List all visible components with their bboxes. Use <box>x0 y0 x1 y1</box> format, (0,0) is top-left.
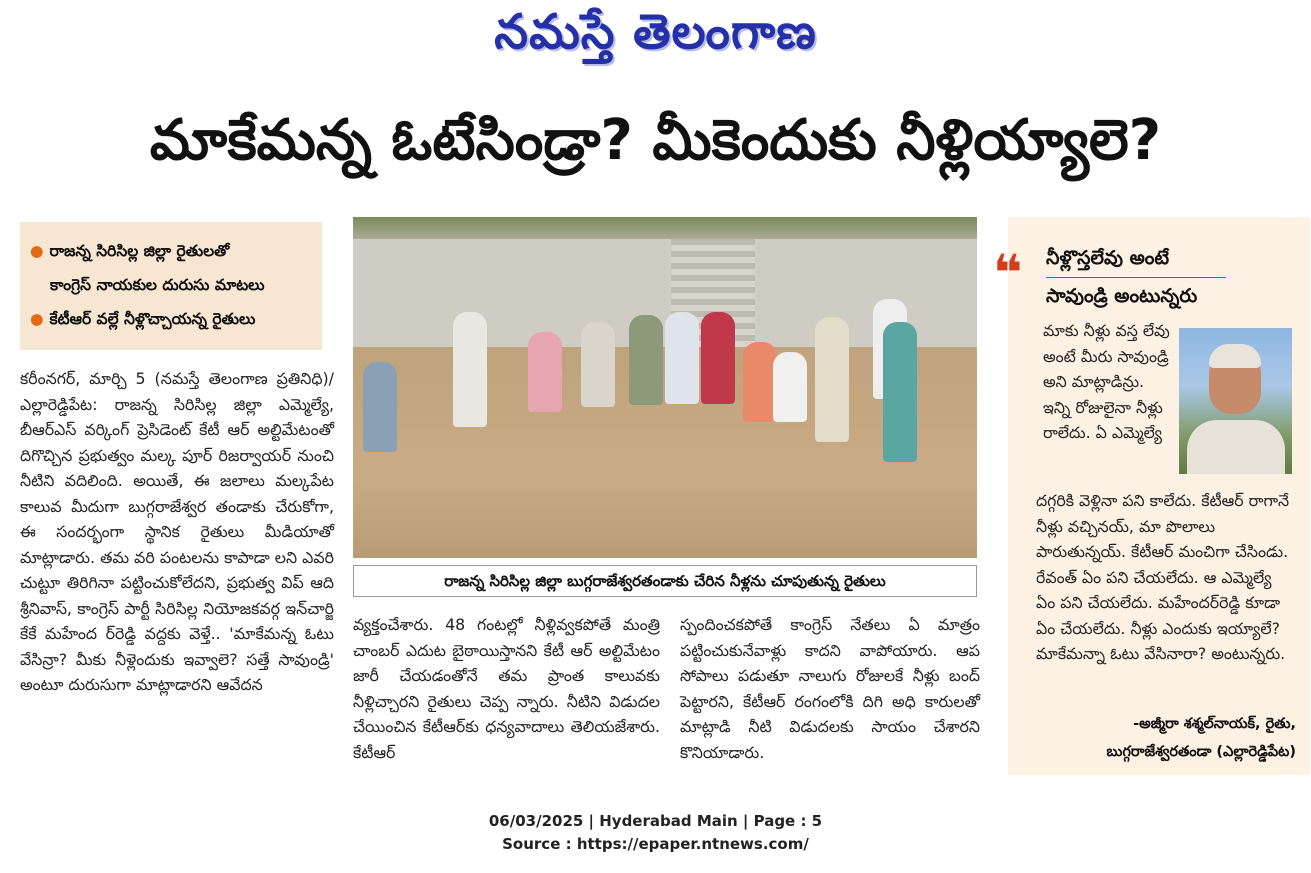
farmer-figure <box>743 342 777 422</box>
quote-text-bottom: దగ్గరికి వెళ్లినా పని కాలేదు. కేటీఆర్ రాగానే నీళ్లు వచ్చినయ్, మా పొలాలు పారుతున్నయ్. కేటీఆర్ మంచిగా చేసిండు. రేవంత్ ఏం పని చేయలేదు. ఆ ఎమ్మెల్యే ఏం పని చేయలేదు. మహేందర్‌రెడ్డి కూడా ఏం చేయలేదు. నీళ్లు ఎందుకు ఇయ్యాలే? మాకేమన్నా ఓటు వేసినారా? అంటున్నరు. <box>1036 491 1290 663</box>
quote-text-top: మాకు నీళ్లు వస్త లేవు అంటే మీరు సావుండ్రి అని మాట్లాడిన్రు. ఇన్ని రోజులైనా నీళ్లు రాలేదు. ఏ ఎమ్మెల్యే <box>1043 321 1170 442</box>
farmer-figure <box>815 317 849 442</box>
portrait-body <box>1187 420 1285 474</box>
news-photo <box>353 217 977 558</box>
farmer-portrait <box>1179 328 1292 474</box>
farmer-figure <box>665 312 699 404</box>
highlight-item: కాంగ్రెస్ నాయకుల దురుసు మాటలు <box>50 276 265 294</box>
source-link[interactable]: Source : https://epaper.ntnews.com/ <box>502 835 809 853</box>
farmer-figure <box>363 362 397 452</box>
farmer-figure <box>701 312 735 404</box>
highlight-item: ● కేటీఆర్ వల్లే నీళ్లొచ్చాయన్న రైతులు <box>30 310 256 328</box>
farmer-figure <box>629 315 663 405</box>
farmer-figure <box>773 352 807 422</box>
article-column-1: కరీంనగర్, మార్చి 5 (నమస్తే తెలంగాణ ప్రతినిధి)/ఎల్లారెడ్డిపేట: రాజన్న సిరిసిల్ల జిల్లా ఎమ్మెల్యే, బీఆర్ఎస్ వర్కింగ్ ప్రెసిడెంట్ కేటీ ఆర్ అల్టిమేటంతో దిగొచ్చిన ప్రభుత్వం మల్క పూర్ రిజర్వాయర్ నుంచి నీటిని వదిలింది. అయితే, ఈ జలాలు మల్కపేట కాలువ మీదుగా బుగ్గరాజేశ్వర తండాకు చేరుకోగా, ఈ సందర్భంగా స్థానిక రైతులు మీడియాతో మాట్లాడారు. తమ వరి పంటలను కాపాడా లని ఎవరి చుట్టూ తిరిగినా పట్టించుకోలేదని, ప్రభుత్వ విప్ ఆది శ్రీనివాస్, కాంగ్రెస్ పార్టీ సిరిసిల్ల నియోజకవర్గ ఇన్‌చార్జి కేకే మహేంద ర్‌రెడ్డి వద్దకు వెళ్తే.. 'మాకేమన్న ఓటు వేసిన్రా? మీకు నీళ్లెందుకు ఇవ్వాలె? సత్తే సావుండ్రి' అంటూ దురుసుగా మాట్లాడారని ఆవేదన <box>20 369 334 694</box>
page-footer <box>0 810 1311 856</box>
headline: మాకేమన్న ఓటేసిండ్రా? మీకెందుకు నీళ్లియ్యాలె? <box>149 108 1162 173</box>
bullet-icon: ● <box>30 242 44 260</box>
edition-info: 06/03/2025 | Hyderabad Main | Page : 5 <box>488 812 823 830</box>
portrait-hair <box>1209 344 1261 368</box>
highlight-item: ● రాజన్న సిరిసిల్ల జిల్లా రైతులతో <box>30 242 230 260</box>
article-column-3: స్పందించకపోతే కాంగ్రెస్ నేతలు ఏ మాత్రం పట్టించుకునేవాళ్లు కాదని వాపోయారు. ఆప సోపాలు పడుతూ నాలుగు రోజులకే నీళ్లు బంద్ పెట్టారని, కేటీఆర్ రంగంలోకి దిగి అధి కారులతో మాట్లాడి నీటి విడుదలకు సాయం చేశారని కొనియాడారు. <box>680 615 980 762</box>
quote-attribution: -అజ్మీరా శశ్మల్‌నాయక్, రైతు, బుగ్గరాజేశ్వరతండా (ఎల్లారెడ్డిపేట) <box>1106 716 1296 760</box>
farmer-figure <box>528 332 562 412</box>
bullet-icon: ● <box>30 310 44 328</box>
quote-heading: నీళ్లొస్తలేవు అంటే సావుండ్రి అంటున్నరు <box>1046 247 1198 307</box>
masthead: నమస్తే తెలంగాణ <box>494 4 817 60</box>
article-column-2: వ్యక్తంచేశారు. 48 గంటల్లో నీళ్లివ్వకపోతే మంత్రి చాంబర్ ఎదుట బైఠాయిస్తానని కేటీ ఆర్ అల్టిమేటం జారీ చేయడంతోనే తమ ప్రాంత కాలువకు నీళ్లిచ్చారని రైతులు చెప్ప న్నారు. నీటిని విడుదల చేయించిన కేటీఆర్‌కు ధన్యవాదాలు తెలియజేశారు. కేటీఆర్ <box>353 615 660 762</box>
photo-caption: రాజన్న సిరిసిల్ల జిల్లా బుగ్గరాజేశ్వరతండాకు చేరిన నీళ్లను చూపుతున్న రైతులు <box>353 565 977 597</box>
farmer-figure <box>581 322 615 407</box>
quote-divider <box>1046 277 1226 278</box>
farmer-figure <box>453 312 487 427</box>
farmer-figure <box>883 322 917 462</box>
highlights-box <box>20 222 322 350</box>
quote-icon: ❝ <box>993 244 1023 302</box>
